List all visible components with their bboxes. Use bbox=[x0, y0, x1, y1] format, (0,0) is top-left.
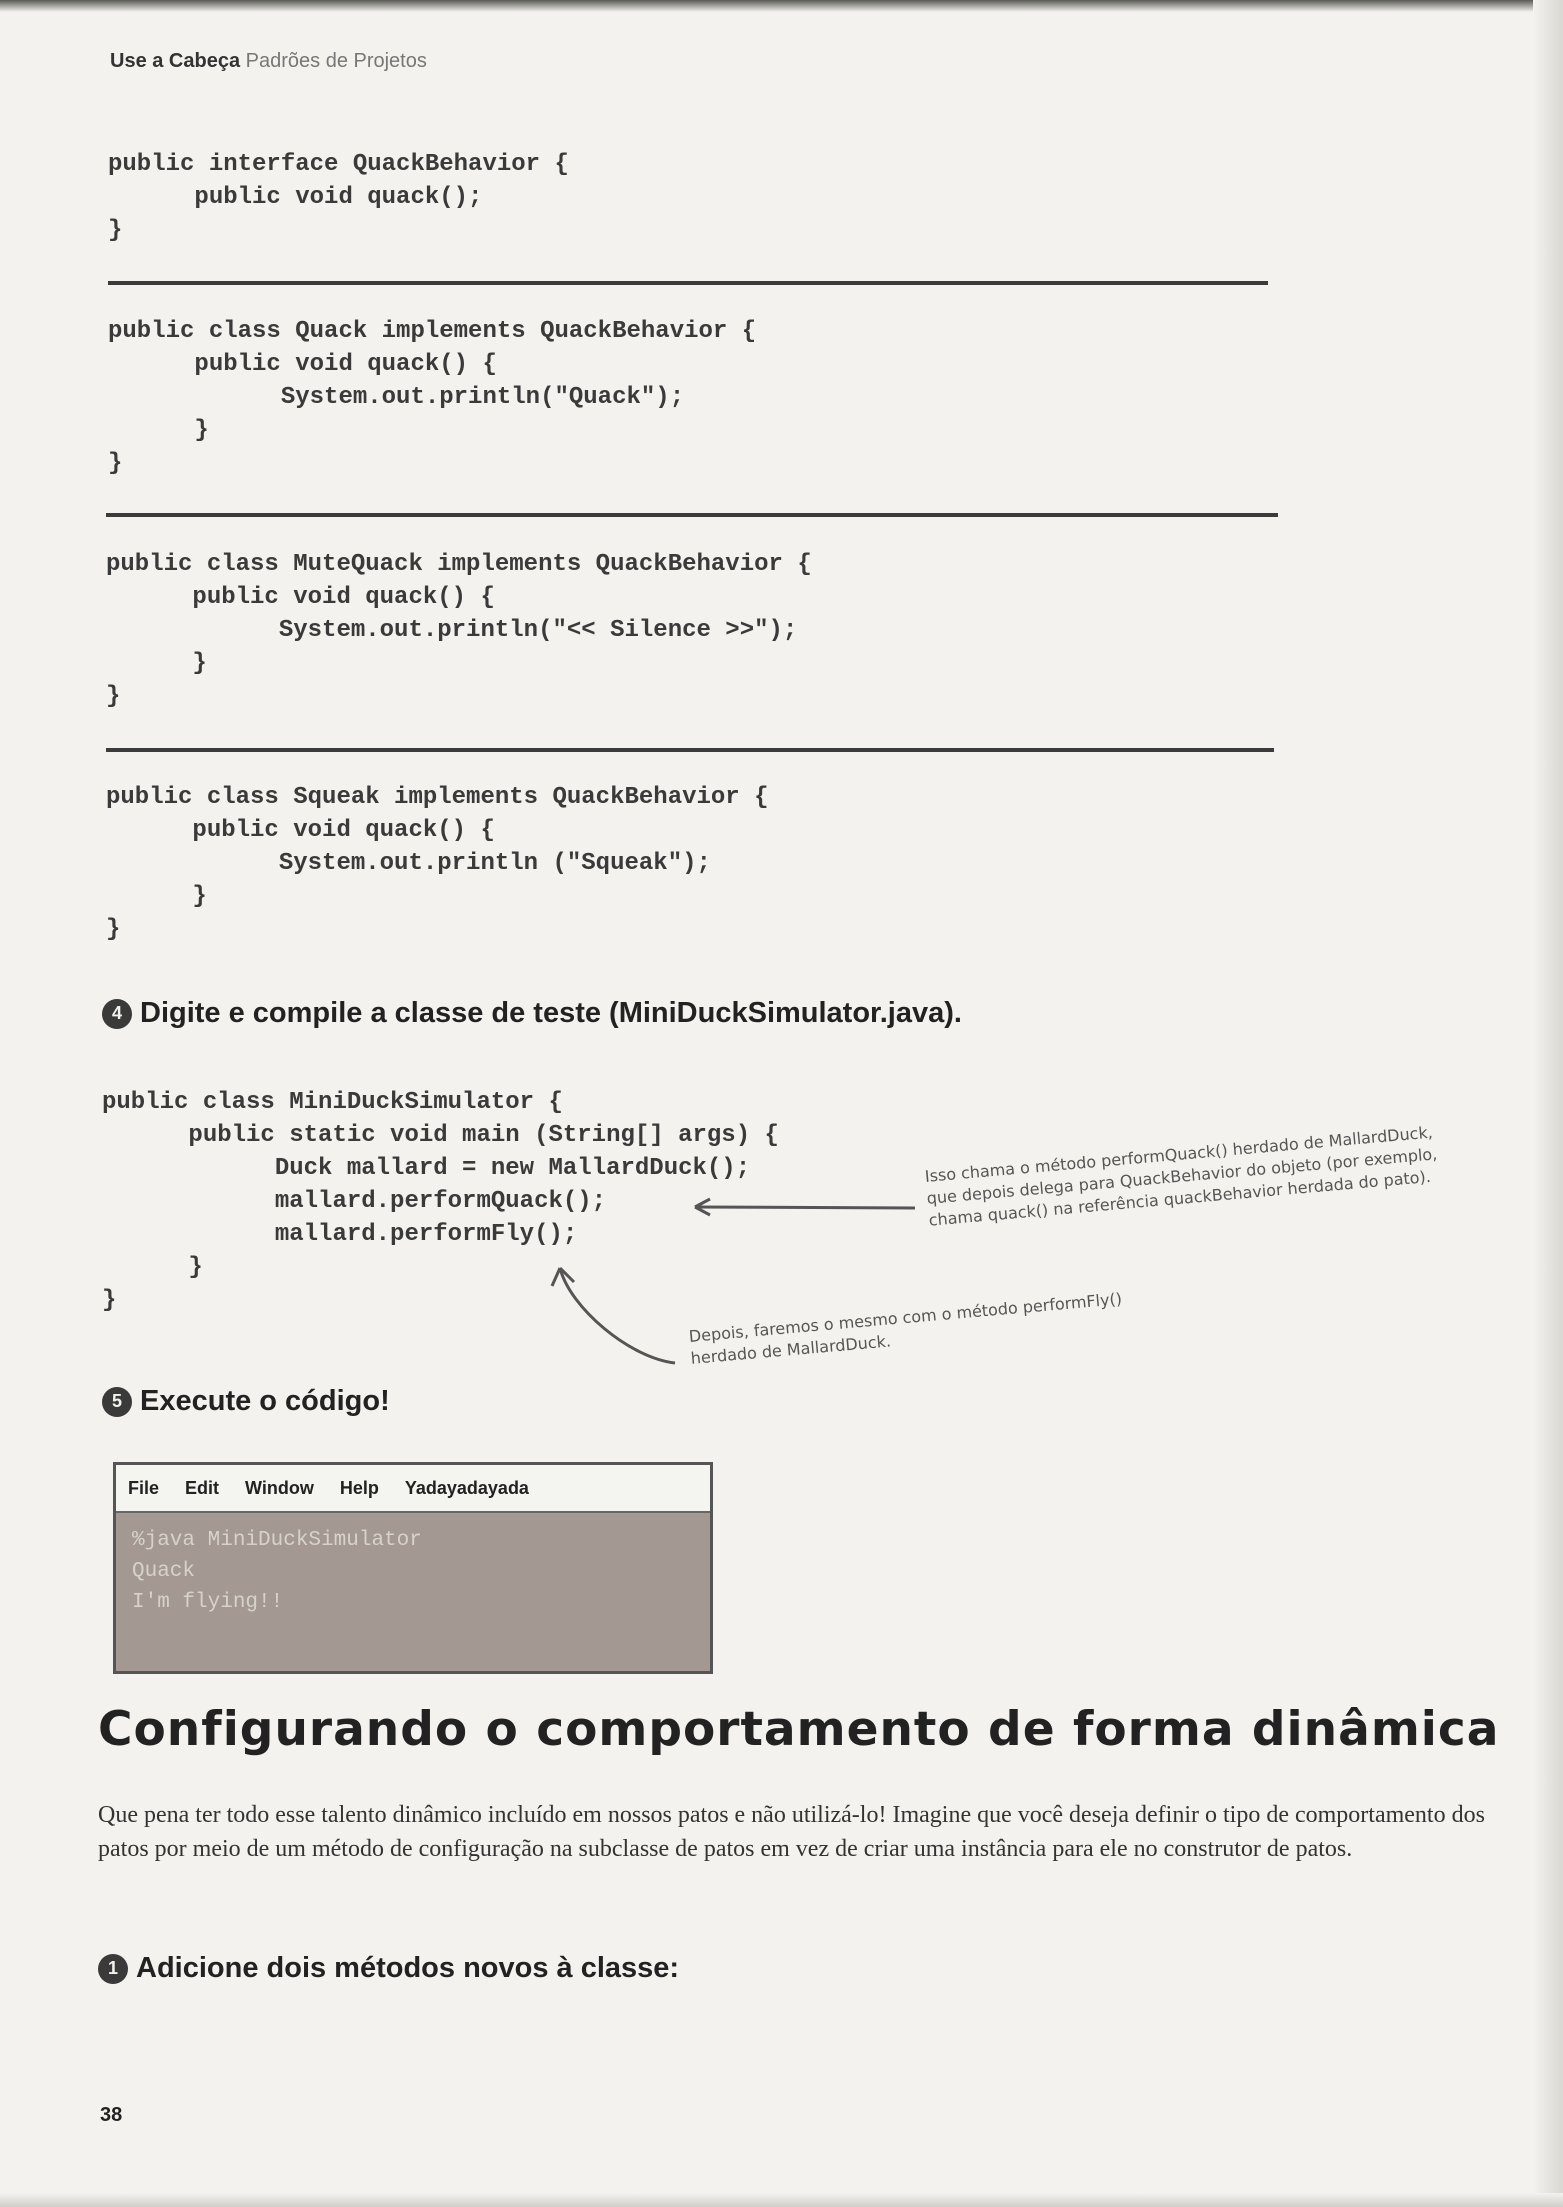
section-title: Configurando o comportamento de forma dinâmica bbox=[98, 1702, 1500, 1757]
running-header bbox=[110, 50, 427, 73]
console-window bbox=[113, 1462, 713, 1674]
arrow-to-perform-fly bbox=[560, 1268, 675, 1363]
menu-help[interactable]: Help bbox=[339, 1477, 379, 1498]
menu-file[interactable]: File bbox=[128, 1477, 160, 1498]
menu-yadayadayada[interactable]: Yadayadayada bbox=[404, 1477, 529, 1498]
annotation-perform-fly: Depois, faremos o mesmo com o método performFly() herdado de MallardDuck. bbox=[688, 1289, 1123, 1368]
code-block-miniducksimulator: public class MiniDuckSimulator { public static void main (String[] args) { Duck mallard = new MallardDuck(); mallard.performQuack(); mallard.performFly(); } } bbox=[102, 1089, 779, 1314]
code-block-quackbehavior: public interface QuackBehavior { public void quack(); } bbox=[108, 151, 569, 244]
step-text: Adicione dois métodos novos à classe: bbox=[136, 1952, 680, 1984]
console-line: Quack bbox=[132, 1560, 196, 1583]
step-4-heading bbox=[102, 997, 962, 1030]
console-line: I'm flying!! bbox=[132, 1591, 284, 1614]
annotation-perform-quack: Isso chama o método performQuack() herdado de MallardDuck, que depois delega para QuackBehavior do objeto (por exemplo, chama quack() na referência quackBehavior herdada do pato). bbox=[924, 1122, 1438, 1230]
divider-rule bbox=[106, 748, 1274, 752]
step-1-heading bbox=[98, 1952, 679, 1985]
page-bottom-shadow bbox=[0, 2193, 1563, 2207]
code-block-mutequack: public class MuteQuack implements QuackBehavior { public void quack() { System.out.println("<< Silence >>"); } } bbox=[106, 551, 812, 710]
console-menu-bar bbox=[116, 1465, 710, 1513]
step-text: Digite e compile a classe de teste (MiniDuckSimulator.java). bbox=[140, 997, 962, 1029]
console-line: %java MiniDuckSimulator bbox=[132, 1529, 422, 1552]
page-number: 38 bbox=[100, 2104, 123, 2126]
page-top-shadow bbox=[0, 0, 1563, 12]
divider-rule bbox=[106, 513, 1278, 517]
arrow-to-perform-quack bbox=[695, 1207, 915, 1208]
code-block-quack: public class Quack implements QuackBehavior { public void quack() { System.out.println("Quack"); } } bbox=[108, 318, 757, 477]
menu-window[interactable]: Window bbox=[245, 1477, 314, 1498]
book-subtitle: Padrões de Projetos bbox=[245, 50, 427, 72]
menu-edit[interactable]: Edit bbox=[185, 1477, 220, 1498]
page-right-shadow bbox=[1533, 0, 1563, 2207]
divider-rule bbox=[108, 281, 1268, 285]
book-title: Use a Cabeça bbox=[110, 50, 241, 72]
section-paragraph: Que pena ter todo esse talento dinâmico incluído em nossos patos e não utilizá-lo! Imagine que você deseja definir o tipo de comportamento dos patos por meio de um método de configuração na subclasse de patos em vez de criar uma instância para ele no construtor de patos. bbox=[98, 1802, 1485, 1862]
code-block-squeak: public class Squeak implements QuackBehavior { public void quack() { System.out.println ("Squeak"); } } bbox=[106, 784, 769, 943]
console-output bbox=[116, 1513, 710, 1630]
step-5-heading bbox=[102, 1385, 390, 1418]
step-number-badge: 4 bbox=[102, 999, 132, 1029]
step-text: Execute o código! bbox=[140, 1385, 390, 1417]
step-number-badge: 1 bbox=[98, 1954, 128, 1984]
step-number-badge: 5 bbox=[102, 1387, 132, 1417]
